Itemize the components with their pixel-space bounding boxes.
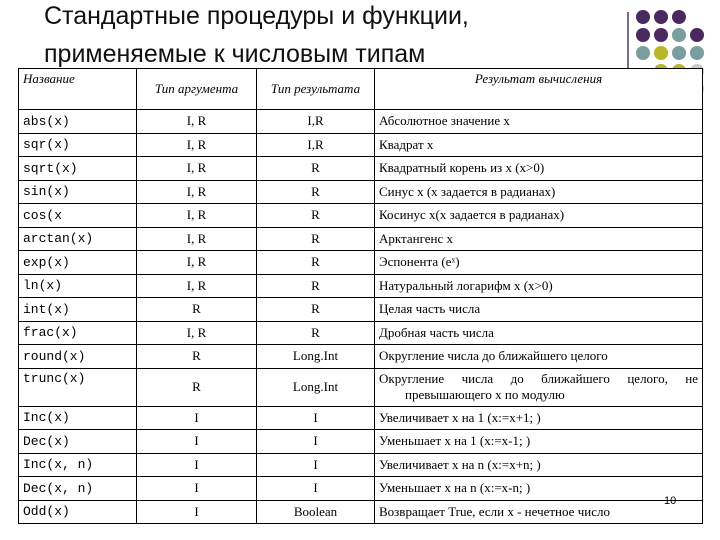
table-row — [19, 406, 703, 430]
table-row — [19, 430, 703, 454]
decorative-dot — [672, 10, 686, 24]
function-name-cell: int(x) — [19, 298, 137, 322]
argument-type-cell: I — [137, 477, 257, 501]
page-number: 10 — [664, 495, 677, 507]
table-row — [19, 321, 703, 345]
result-type-cell: R — [257, 157, 375, 181]
decorative-dot — [654, 28, 668, 42]
header-arg-type: Тип аргумента — [137, 69, 257, 110]
description-cell: Увеличивает x на 1 (x:=x+1; ) — [375, 406, 703, 430]
header-result-type: Тип результата — [257, 69, 375, 110]
function-name-cell: sin(x) — [19, 180, 137, 204]
result-type-cell: I — [257, 430, 375, 454]
argument-type-cell: I, R — [137, 204, 257, 228]
description-cell: Целая часть числа — [375, 298, 703, 322]
table-row — [19, 298, 703, 322]
function-name-cell: Dec(x, n) — [19, 477, 137, 501]
argument-type-cell: I, R — [137, 251, 257, 275]
function-name-cell: frac(x) — [19, 321, 137, 345]
function-name-cell: arctan(x) — [19, 227, 137, 251]
function-name-cell: sqr(x) — [19, 133, 137, 157]
decorative-dot — [672, 28, 686, 42]
result-type-cell: R — [257, 204, 375, 228]
description-cell: Арктангенс x — [375, 227, 703, 251]
description-line-1: Округление числа до ближайшего целого, не — [379, 371, 698, 386]
functions-table — [18, 68, 703, 524]
decorative-dot — [654, 46, 668, 60]
table-row — [19, 453, 703, 477]
description-cell: Уменьшает x на 1 (x:=x-1; ) — [375, 430, 703, 454]
argument-type-cell: I, R — [137, 157, 257, 181]
result-type-cell: Long.Int — [257, 345, 375, 369]
result-type-cell: I,R — [257, 133, 375, 157]
argument-type-cell: I, R — [137, 274, 257, 298]
result-type-cell: R — [257, 298, 375, 322]
function-name-cell: cos(x — [19, 204, 137, 228]
table-header-row — [19, 69, 703, 110]
table-row — [19, 180, 703, 204]
table-row — [19, 251, 703, 275]
decorative-dot — [636, 46, 650, 60]
description-cell: Синус x (x задается в радианах) — [375, 180, 703, 204]
argument-type-cell: I — [137, 500, 257, 524]
description-cell: Уменьшает x на n (x:=x-n; ) — [375, 477, 703, 501]
function-name-cell: round(x) — [19, 345, 137, 369]
description-cell: Эспонента (eˣ) — [375, 251, 703, 275]
header-name: Название — [19, 69, 137, 110]
table-row — [19, 368, 703, 406]
argument-type-cell: I — [137, 430, 257, 454]
table-row — [19, 204, 703, 228]
table-row — [19, 227, 703, 251]
result-type-cell: R — [257, 274, 375, 298]
description-cell: Округление числа до ближайшего целого — [375, 345, 703, 369]
title-line-2: применяемые к числовым типам — [44, 40, 426, 68]
result-type-cell: Long.Int — [257, 368, 375, 406]
result-type-cell: R — [257, 227, 375, 251]
table-row — [19, 274, 703, 298]
argument-type-cell: R — [137, 345, 257, 369]
description-cell: Натуральный логарифм x (x>0) — [375, 274, 703, 298]
function-name-cell: abs(x) — [19, 110, 137, 134]
table-row — [19, 477, 703, 501]
decorative-dot — [654, 10, 668, 24]
argument-type-cell: R — [137, 368, 257, 406]
argument-type-cell: I — [137, 406, 257, 430]
table-row — [19, 157, 703, 181]
decorative-dot — [690, 46, 704, 60]
argument-type-cell: I, R — [137, 180, 257, 204]
description-cell — [375, 368, 703, 406]
argument-type-cell: I — [137, 453, 257, 477]
header-result: Результат вычисления — [375, 69, 703, 110]
result-type-cell: I — [257, 477, 375, 501]
decorative-dot — [690, 28, 704, 42]
result-type-cell: Boolean — [257, 500, 375, 524]
result-type-cell: I,R — [257, 110, 375, 134]
function-name-cell: Inc(x, n) — [19, 453, 137, 477]
result-type-cell: R — [257, 180, 375, 204]
argument-type-cell: R — [137, 298, 257, 322]
decorative-dot — [636, 10, 650, 24]
description-cell: Квадрат x — [375, 133, 703, 157]
function-name-cell: Dec(x) — [19, 430, 137, 454]
title-line-1: Стандартные процедуры и функции, — [44, 2, 469, 30]
result-type-cell: R — [257, 321, 375, 345]
argument-type-cell: I, R — [137, 110, 257, 134]
function-name-cell: sqrt(x) — [19, 157, 137, 181]
result-type-cell: R — [257, 251, 375, 275]
function-name-cell: exp(x) — [19, 251, 137, 275]
function-name-cell: Inc(x) — [19, 406, 137, 430]
description-cell: Косинус x(x задается в радианах) — [375, 204, 703, 228]
result-type-cell: I — [257, 453, 375, 477]
function-name-cell: trunc(x) — [19, 368, 137, 406]
function-name-cell: ln(x) — [19, 274, 137, 298]
description-cell: Квадратный корень из x (x>0) — [375, 157, 703, 181]
table-row — [19, 133, 703, 157]
result-type-cell: I — [257, 406, 375, 430]
description-line-2: превышающего x по модулю — [405, 387, 565, 402]
argument-type-cell: I, R — [137, 133, 257, 157]
decorative-dot — [636, 28, 650, 42]
description-cell: Дробная часть числа — [375, 321, 703, 345]
function-name-cell: Odd(x) — [19, 500, 137, 524]
description-cell: Абсолютное значение x — [375, 110, 703, 134]
description-cell: Увеличивает x на n (x:=x+n; ) — [375, 453, 703, 477]
argument-type-cell: I, R — [137, 227, 257, 251]
decorative-dot — [672, 46, 686, 60]
table-row — [19, 345, 703, 369]
table-row — [19, 110, 703, 134]
argument-type-cell: I, R — [137, 321, 257, 345]
table-row — [19, 500, 703, 524]
description-cell: Возвращает True, если x - нечетное число — [375, 500, 703, 524]
